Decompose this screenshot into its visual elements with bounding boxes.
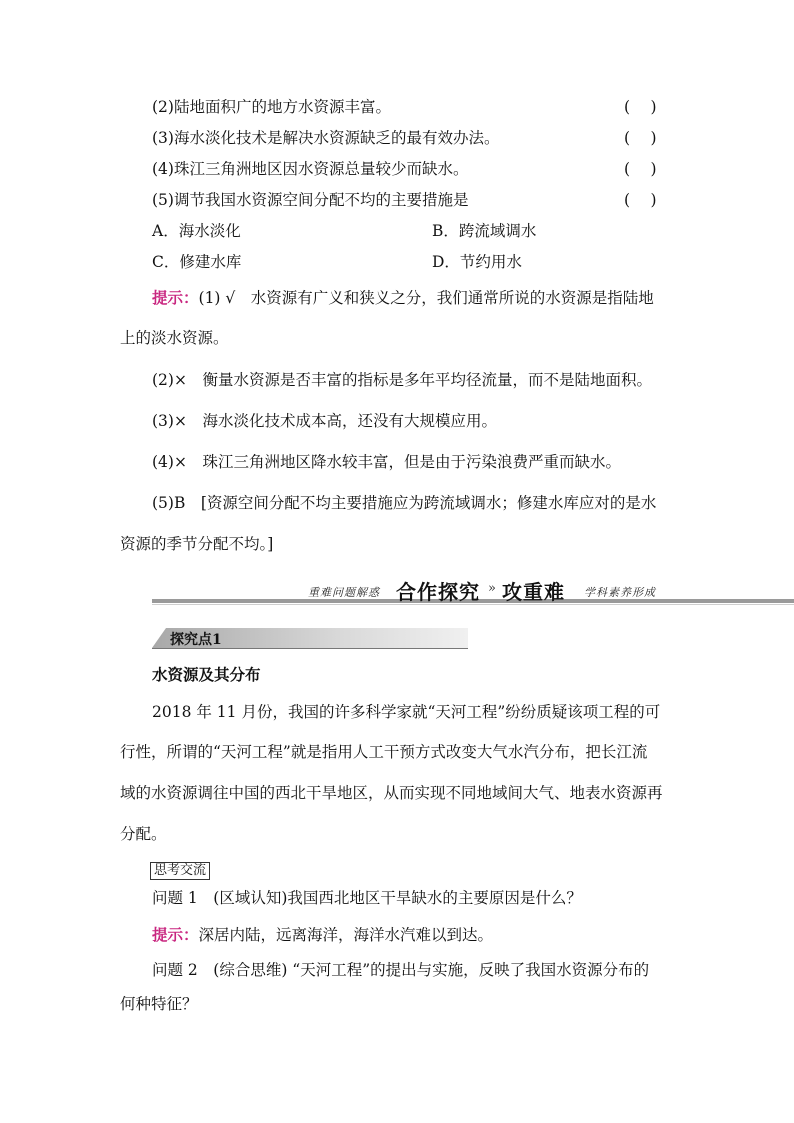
tag-notch [152, 628, 166, 648]
explore-subtitle: 水资源及其分布 [152, 665, 261, 684]
discussion-hint-text: 深居内陆，远离海洋，海洋水汽难以到达。 [198, 926, 494, 944]
discussion-question-1: 问题 1 (区域认知)我国西北地区干旱缺水的主要原因是什么？ [152, 889, 582, 907]
answer-5-line-2: 资源的季节分配不均。] [120, 535, 274, 553]
answer-2: (2)× 衡量水资源是否丰富的指标是多年平均径流量，而不是陆地面积。 [152, 371, 652, 389]
explore-point-tag [152, 628, 468, 650]
explore-paragraph-line-3: 域的水资源调往中国的西北干旱地区，从而实现不同地域间大气、地表水资源再 [120, 784, 663, 802]
section-header-right-caption: 学科素养形成 [584, 586, 656, 599]
question-2: (2)陆地面积广的地方水资源丰富。 [152, 98, 391, 116]
double-chevron-icon: » [488, 581, 496, 596]
answer-1-line-1 [152, 288, 654, 308]
option-a: A．海水淡化 [152, 222, 241, 240]
section-header-title-left: 合作探究 [396, 580, 480, 604]
discussion-question-2-line-1: 问题 2 (综合思维) “天河工程”的提出与实施，反映了我国水资源分布的 [152, 961, 650, 979]
explore-paragraph-line-2: 行性，所谓的“天河工程”就是指用人工干预方式改变大气水汽分布，把长江流 [120, 743, 648, 761]
discussion-hint-label: 提示： [152, 925, 199, 944]
option-c: C．修建水库 [152, 253, 242, 271]
discussion-hint-1 [152, 925, 493, 945]
answer-blank-2: ( ) [624, 98, 657, 116]
answer-5-line-1: (5)B [资源空间分配不均主要措施应为跨流域调水；修建水库应对的是水 [152, 494, 657, 512]
explore-point-label: 探究点1 [170, 632, 222, 648]
section-header-title-right: 攻重难 [502, 580, 565, 604]
hint-label: 提示： [152, 288, 199, 307]
section-header-left-caption: 重难问题解惑 [308, 586, 380, 599]
answer-1-text: (1) √ 水资源有广义和狭义之分，我们通常所说的水资源是指陆地 [198, 289, 654, 307]
question-4: (4)珠江三角洲地区因水资源总量较少而缺水。 [152, 160, 469, 178]
question-3: (3)海水淡化技术是解决水资源缺乏的最有效办法。 [152, 129, 500, 147]
section-header [152, 574, 794, 610]
explore-paragraph-line-1: 2018 年 11 月份，我国的许多科学家就“天河工程”纷纷质疑该项工程的可 [152, 703, 661, 721]
discussion-question-2-line-2: 何种特征？ [120, 995, 198, 1013]
answer-blank-5: ( ) [624, 191, 657, 209]
answer-3: (3)× 海水淡化技术成本高，还没有大规模应用。 [152, 412, 497, 430]
answer-blank-4: ( ) [624, 160, 657, 178]
option-b: B．跨流域调水 [432, 222, 537, 240]
discussion-label: 思考交流 [150, 862, 210, 880]
explore-paragraph-line-4: 分配。 [120, 825, 167, 843]
answer-blank-3: ( ) [624, 129, 657, 147]
answer-1-line-2: 上的淡水资源。 [120, 329, 229, 347]
question-5: (5)调节我国水资源空间分配不均的主要措施是 [152, 191, 469, 209]
answer-4: (4)× 珠江三角洲地区降水较丰富，但是由于污染浪费严重而缺水。 [152, 453, 621, 471]
option-d: D．节约用水 [432, 253, 522, 271]
